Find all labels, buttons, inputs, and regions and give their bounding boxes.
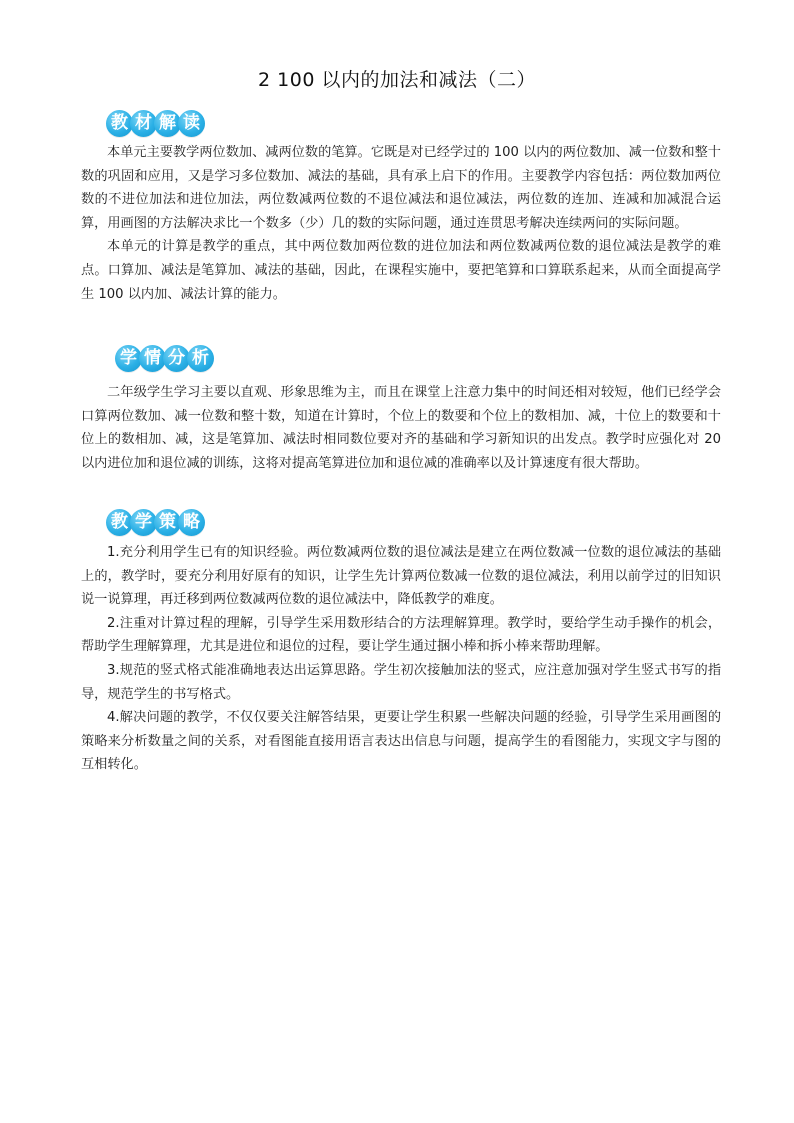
badge-char: 情 bbox=[139, 345, 166, 372]
badge-char: 策 bbox=[154, 509, 181, 536]
badge-char: 分 bbox=[163, 345, 190, 372]
badge-char: 学 bbox=[130, 509, 157, 536]
badge-char: 解 bbox=[154, 110, 181, 137]
paragraph: 本单元的计算是教学的重点，其中两位数加两位数的进位加法和两位数减两位数的退位减法是教学的难点。口算加、减法是笔算加、减法的基础，因此，在课程实施中，要把笔算和口算联系起来，从而全面提高学生 100 以内加、减法计算的能力。 bbox=[81, 239, 721, 302]
section-badge-student-analysis bbox=[115, 343, 211, 373]
paragraph: 本单元主要教学两位数加、减两位数的笔算。它既是对已经学过的 100 以内的两位数加、减一位数和整十数的巩固和应用，又是学习多位数加、减法的基础，具有承上启下的作用。主要教学内容包括：两位数加两位数的不进位加法和进位加法，两位数减两位数的不退位减法和退位减法，两位数的连加、连减和加减混合运算，用画图的方法解决求比一个数多（少）几的数的实际问题，通过连贯思考解决连续两问的实际问题。 bbox=[81, 145, 721, 231]
section-teaching-strategy bbox=[81, 541, 721, 777]
badge-char: 教 bbox=[106, 110, 133, 137]
section-badge-textbook-interpretation bbox=[106, 108, 202, 138]
badge-char: 材 bbox=[130, 110, 157, 137]
paragraph: 4.解决问题的教学，不仅仅要关注解答结果，更要让学生积累一些解决问题的经验，引导学生采用画图的策略来分析数量之间的关系，对看图能直接用语言表达出信息与问题，提高学生的看图能力，实现文字与图的互相转化。 bbox=[81, 710, 721, 773]
badge-char: 析 bbox=[187, 345, 214, 372]
document-title: 2 100 以内的加法和减法（二） bbox=[258, 69, 536, 91]
section-textbook-interpretation bbox=[81, 141, 721, 306]
badge-char: 学 bbox=[115, 345, 142, 372]
badge-char: 教 bbox=[106, 509, 133, 536]
paragraph: 3.规范的竖式格式能准确地表达出运算思路。学生初次接触加法的竖式，应注意加强对学生竖式书写的指导，规范学生的书写格式。 bbox=[81, 662, 721, 702]
section-badge-teaching-strategy bbox=[106, 507, 202, 537]
paragraph: 1.充分利用学生已有的知识经验。两位数减两位数的退位减法是建立在两位数减一位数的退位减法的基础上的，教学时，要充分利用好原有的知识，让学生先计算两位数减一位数的退位减法，利用以前学过的旧知识说一说算理，再迁移到两位数减两位数的退位减法中，降低教学的难度。 bbox=[81, 545, 721, 608]
badge-char: 读 bbox=[178, 110, 205, 137]
paragraph: 二年级学生学习主要以直观、形象思维为主，而且在课堂上注意力集中的时间还相对较短，他们已经学会口算两位数加、减一位数和整十数，知道在计算时，个位上的数要和个位上的数相加、减，十位上的数要和十位上的数相加、减，这是笔算加、减法时相同数位要对齐的基础和学习新知识的出发点。教学时应强化对 20 以内进位加和退位减的训练，这将对提高笔算进位加和退位减的准确率以及计算速度有很大帮助。 bbox=[81, 385, 721, 471]
badge-char: 略 bbox=[178, 509, 205, 536]
paragraph: 2.注重对计算过程的理解，引导学生采用数形结合的方法理解算理。教学时，要给学生动手操作的机会，帮助学生理解算理，尤其是进位和退位的过程，要让学生通过捆小棒和拆小棒来帮助理解。 bbox=[81, 615, 721, 655]
section-student-analysis bbox=[81, 381, 721, 475]
